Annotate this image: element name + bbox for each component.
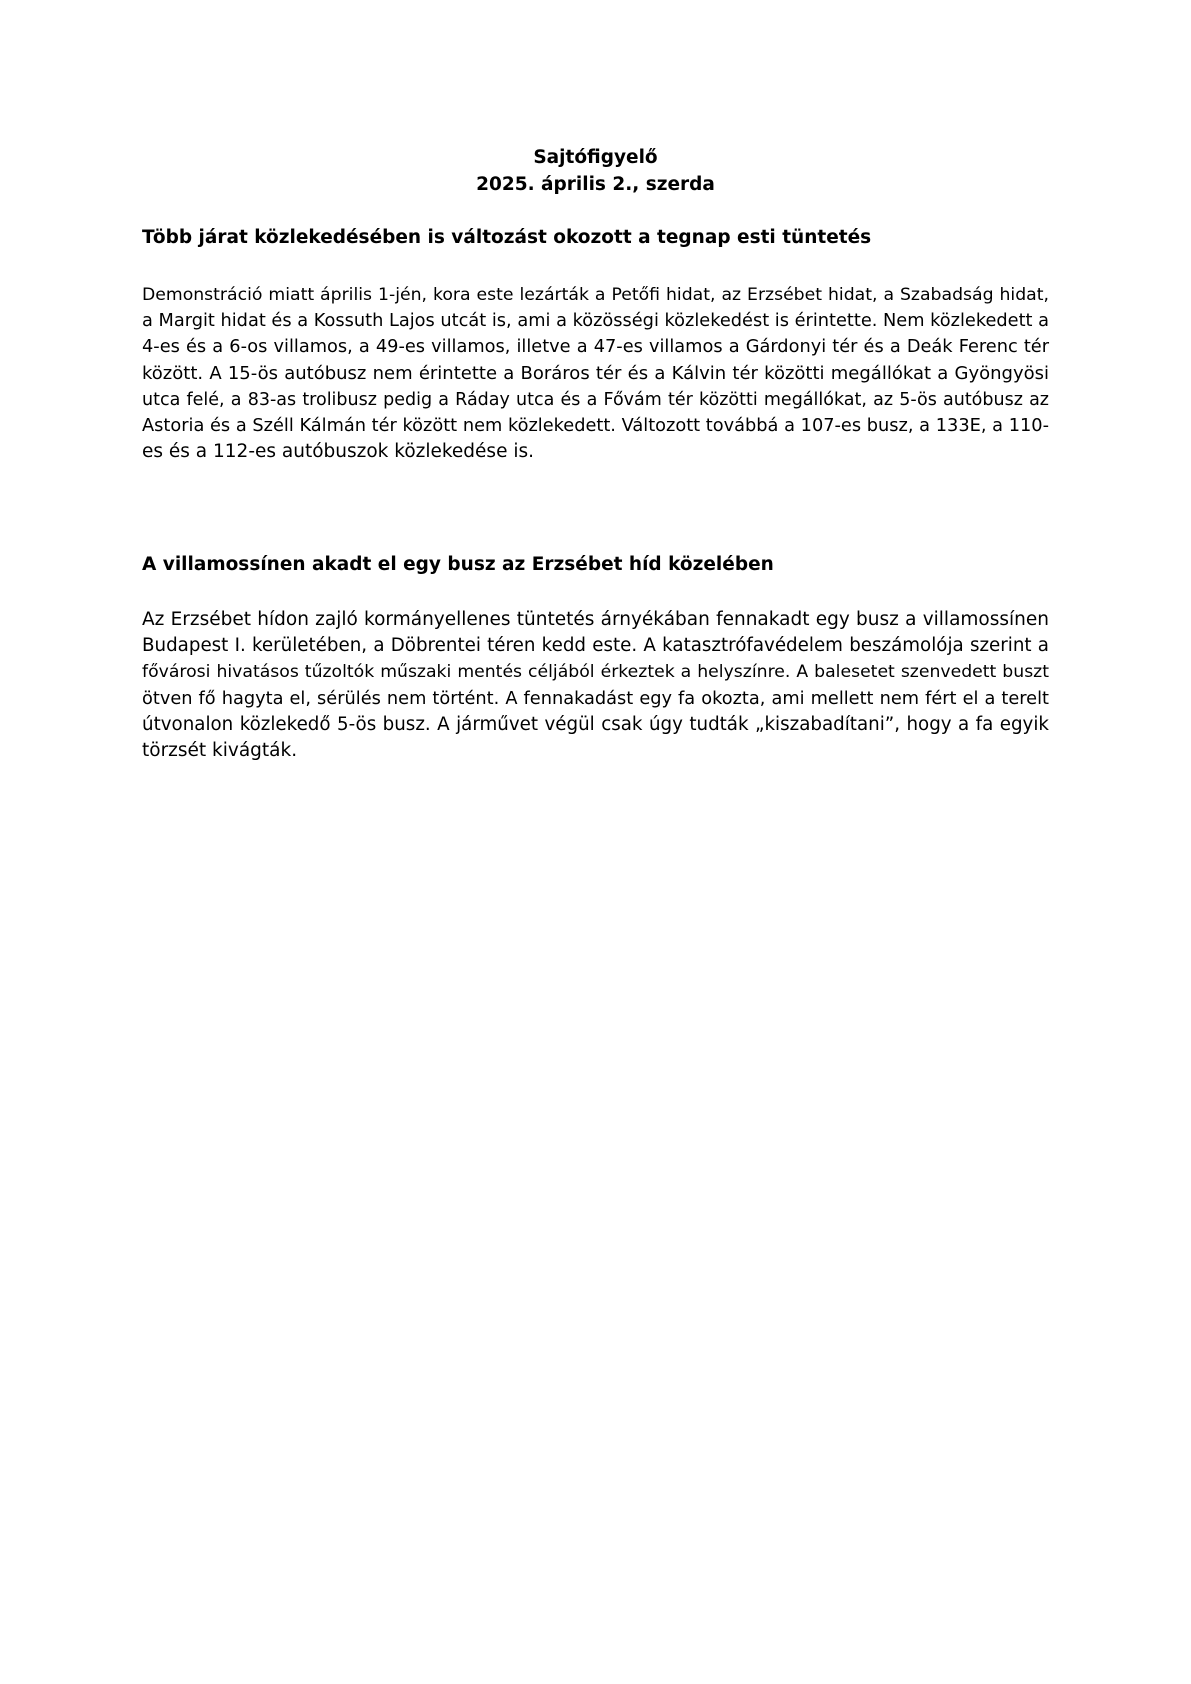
article-1-line: es és a 112-es autóbuszok közlekedése is. bbox=[142, 441, 534, 463]
article-1-line: Demonstráció miatt április 1-jén, kora este lezárták a Petőfi hidat, az Erzsébet hidat, a Szabadság hidat, bbox=[142, 285, 1049, 305]
article-2-line: ötven fő hagyta el, sérülés nem történt. A fennakadást egy fa okozta, ami mellett nem fért el a terelt bbox=[142, 688, 1049, 709]
article-1-line: Astoria és a Széll Kálmán tér között nem közlekedett. Változott továbbá a 107-es busz, a 133E, a 110- bbox=[142, 416, 1049, 437]
article-1-line: között. A 15-ös autóbusz nem érintette a Boráros tér és a Kálvin tér közötti megállókat a Gyöngyösi bbox=[142, 362, 1049, 384]
document-title: Sajtófigyelő bbox=[533, 147, 658, 168]
article-2-line: fővárosi hivatásos tűzoltók műszaki mentés céljából érkeztek a helyszínre. A balesetet szenvedett buszt bbox=[142, 662, 1049, 683]
article-1-line: a Margit hidat és a Kossuth Lajos utcát is, ami a közösségi közlekedést is érintette. Nem közlekedett a bbox=[142, 311, 1050, 332]
article-2-title: A villamossínen akadt el egy busz az Erzsébet híd közelében bbox=[142, 554, 774, 575]
document-date: 2025. április 2., szerda bbox=[476, 174, 715, 195]
article-2-line: Az Erzsébet hídon zajló kormányellenes tüntetés árnyékában fennakadt egy busz a villamossínen bbox=[142, 609, 1049, 630]
article-1-body bbox=[142, 282, 1049, 465]
article-1-title: Több járat közlekedésében is változást okozott a tegnap esti tüntetés bbox=[142, 227, 872, 248]
article-1-line: utca felé, a 83-as trolibusz pedig a Ráday utca és a Fővám tér közötti megállókat, az 5-ös autóbusz az bbox=[142, 389, 1049, 410]
document-header bbox=[142, 144, 1049, 198]
article-1-line: 4-es és a 6-os villamos, a 49-es villamos, illetve a 47-es villamos a Gárdonyi tér és a Deák Ferenc tér bbox=[142, 337, 1049, 358]
article-2-line: Budapest I. kerületében, a Döbrentei téren kedd este. A katasztrófavédelem beszámolója szerint a bbox=[142, 635, 1049, 657]
article-2-line: útvonalon közlekedő 5-ös busz. A járművet végül csak úgy tudták „kiszabadítani”, hogy a fa egyik bbox=[142, 713, 1049, 735]
article-2-line: törzsét kivágták. bbox=[142, 740, 298, 762]
article-2-body bbox=[142, 607, 1049, 764]
